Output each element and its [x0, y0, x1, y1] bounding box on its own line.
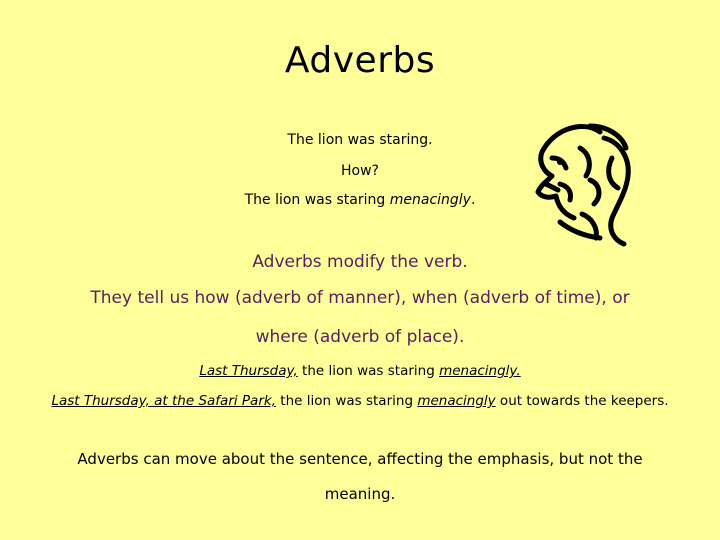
- lion-head-icon: [530, 118, 640, 248]
- sentence-suffix: out towards the keepers.: [495, 393, 669, 409]
- time-adverb: Last Thursday,: [199, 363, 298, 379]
- rule-line-1: Adverbs modify the verb.: [252, 252, 468, 272]
- expanded-prefix: The lion was staring: [244, 192, 390, 208]
- example-sentence-long: [50, 392, 670, 411]
- example-question: How?: [341, 163, 379, 179]
- manner-adverb: menacingly: [417, 393, 496, 409]
- example-sentence: The lion was staring.: [287, 132, 433, 148]
- time-place-adverb: Last Thursday, at the Safari Park,: [51, 393, 276, 409]
- example-sentence-short: [0, 363, 720, 379]
- sentence-middle: the lion was staring: [276, 393, 418, 409]
- slide-title: Adverbs: [284, 40, 436, 81]
- sentence-middle: the lion was staring: [297, 363, 440, 379]
- expanded-adverb: menacingly: [389, 192, 471, 208]
- expanded-suffix: .: [470, 192, 476, 208]
- manner-adverb: menacingly.: [439, 363, 521, 379]
- conclusion-text: Adverbs can move about the sentence, affecting the emphasis, but not the meaning.: [77, 450, 643, 503]
- lion-eye: [557, 159, 563, 165]
- rule-line-2: They tell us how (adverb of manner), when (adverb of time), or: [90, 288, 630, 308]
- rule-line-3: where (adverb of place).: [255, 327, 465, 347]
